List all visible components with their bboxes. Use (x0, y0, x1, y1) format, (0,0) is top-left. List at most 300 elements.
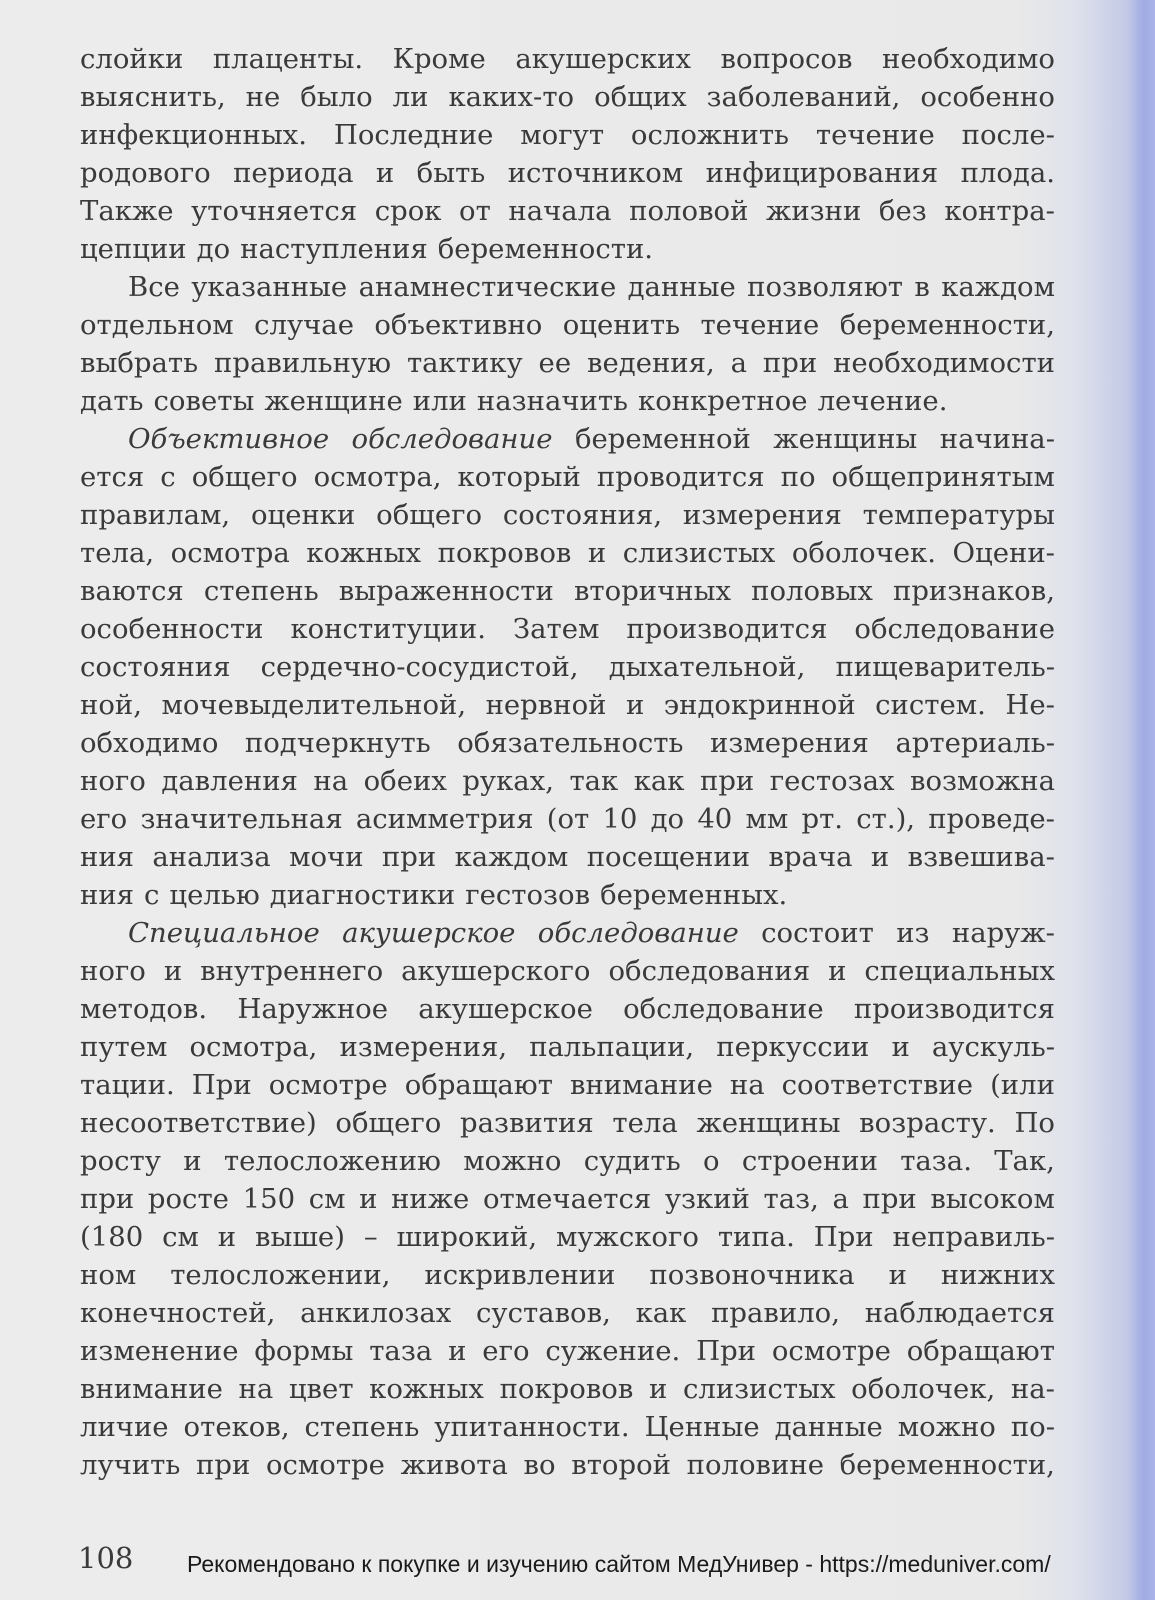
word: осмотра, (313, 461, 442, 493)
word: общего (376, 499, 483, 531)
word: беременности. (437, 233, 654, 265)
word: сужение. (545, 1335, 681, 1367)
word: и (625, 689, 645, 721)
word: Наружное (237, 993, 388, 1025)
word: обращают (906, 1335, 1055, 1367)
word: плода. (960, 157, 1055, 189)
word: конституции. (290, 613, 486, 645)
word: соответствие (781, 1069, 974, 1101)
word: степень (203, 575, 319, 607)
word: можно (897, 1411, 996, 1443)
word: как (635, 1297, 687, 1329)
italic-term: Объективное (128, 423, 330, 455)
text-line (80, 1104, 1055, 1142)
word: не (245, 81, 281, 113)
word: беременности, (839, 309, 1055, 341)
text-line (80, 762, 1055, 800)
paragraph (80, 40, 1055, 268)
word: по- (1010, 1411, 1055, 1443)
word: советы (153, 385, 255, 417)
word: позволяют (747, 271, 904, 303)
word: путем (80, 1031, 168, 1063)
word: взвешива- (907, 841, 1055, 873)
text-line (80, 192, 1055, 230)
text-line (80, 1142, 1055, 1180)
word: и (828, 955, 847, 987)
word: развития (460, 1107, 594, 1139)
paragraph (80, 268, 1055, 420)
page-spine-shadow (1127, 0, 1155, 1600)
word: мочи (289, 841, 364, 873)
word: измерения, (339, 1031, 508, 1063)
word: упитанности. (434, 1411, 630, 1443)
word: обследование (623, 993, 824, 1025)
word: вопросов (720, 43, 853, 75)
word: общепринятым (831, 461, 1055, 493)
word: срок (374, 195, 442, 227)
word: температуры (862, 499, 1055, 531)
word: дать (80, 385, 144, 417)
word: цвет (288, 1373, 354, 1405)
word: и (183, 1145, 202, 1177)
word: и (448, 1335, 467, 1367)
word: во (523, 1449, 556, 1481)
paragraph (80, 914, 1055, 1484)
text-line (80, 572, 1055, 610)
word: слизистых (682, 1373, 836, 1405)
word: данные (774, 1411, 883, 1443)
word: без (878, 195, 927, 227)
word: общего (191, 461, 298, 493)
word: плаценты. (212, 43, 364, 75)
word: или (412, 385, 467, 417)
word: сердечно-сосудистой, (260, 651, 579, 683)
word: выбрать (80, 347, 199, 379)
word: уточняется (191, 195, 358, 227)
word: При (813, 1221, 874, 1253)
word: на (313, 765, 349, 797)
word: мужского (555, 1221, 699, 1253)
word: общего (335, 1107, 442, 1139)
word: формы (254, 1335, 354, 1367)
word: и (649, 1373, 668, 1405)
word: ном (80, 1259, 137, 1291)
text-line (80, 344, 1055, 382)
word: обследование (854, 613, 1055, 645)
word: быть (416, 157, 486, 189)
word: ного (80, 955, 146, 987)
word: и (217, 1221, 237, 1253)
word: источником (507, 157, 684, 189)
word: тактику (406, 347, 523, 379)
word: по (780, 461, 816, 493)
word: анкилозах (300, 1297, 452, 1329)
text-line (80, 610, 1055, 648)
word: указанные (191, 271, 348, 303)
word: врача (768, 841, 853, 873)
word: систем. (875, 689, 986, 721)
text-line (80, 306, 1055, 344)
word: Все (128, 271, 180, 303)
word: производится (626, 613, 828, 645)
word: лучить (80, 1449, 181, 1481)
word: Оцени- (952, 537, 1055, 569)
word: правило, (711, 1297, 840, 1329)
word: на- (1010, 1373, 1055, 1405)
word: таза (369, 1335, 433, 1367)
text-line (80, 1256, 1055, 1294)
word: ведения, (587, 347, 715, 379)
word: могут (520, 119, 605, 151)
word: степень (304, 1411, 420, 1443)
word: гестозах (769, 765, 895, 797)
text-line (80, 838, 1055, 876)
word: Также (80, 195, 174, 227)
word: общих (594, 81, 687, 113)
word: ной, (80, 689, 142, 721)
text-line (80, 914, 1055, 952)
word: и (888, 1259, 907, 1291)
text-line (80, 382, 1055, 420)
word: инфекционных. (80, 119, 308, 151)
word: осмотра, (189, 1031, 318, 1063)
word: беременной (574, 423, 751, 455)
italic-term: акушерское (342, 917, 516, 949)
word: измерения (682, 499, 842, 531)
footer-watermark-note: Рекомендовано к покупке и изучению сайтом МедУнивер - https://meduniver.com/ (187, 1551, 1051, 1577)
word: Не- (1005, 689, 1055, 721)
word: проведе- (928, 803, 1055, 835)
word: Кроме (392, 43, 486, 75)
word: а (730, 347, 748, 379)
text-line (80, 154, 1055, 192)
word: тела, (80, 537, 155, 569)
text-line (80, 78, 1055, 116)
word: так (569, 765, 619, 797)
word: неправиль- (892, 1221, 1055, 1253)
word: По (1014, 1107, 1055, 1139)
word: диагностики (269, 879, 456, 911)
text-line (80, 1180, 1055, 1218)
word: как (633, 765, 685, 797)
word: Ценные (644, 1411, 760, 1443)
word: отеков, (183, 1411, 290, 1443)
word: позвоночника (649, 1259, 855, 1291)
word: беременных. (600, 879, 788, 911)
word: При (696, 1335, 757, 1367)
word: при (762, 347, 818, 379)
word: данные (627, 271, 736, 303)
word: объективно (374, 309, 543, 341)
word: осмотре (771, 1335, 891, 1367)
word: тации. (80, 1069, 175, 1101)
word: нервной (485, 689, 607, 721)
word: наступления (240, 233, 428, 265)
word: каждом (941, 271, 1055, 303)
word: вторичных (573, 575, 732, 607)
word: обходимо (80, 727, 219, 759)
word: живота (400, 1449, 508, 1481)
word: наблюдается (864, 1297, 1055, 1329)
word: измерения (710, 727, 869, 759)
word: необходимо (881, 43, 1055, 75)
word: целью (169, 879, 260, 911)
text-line (80, 1028, 1055, 1066)
word: значительная (140, 803, 343, 835)
text-line (80, 1294, 1055, 1332)
word: – (363, 1221, 378, 1253)
word: с (144, 879, 160, 911)
word: периода (233, 157, 354, 189)
word: руках, (462, 765, 554, 797)
word: слойки (80, 43, 184, 75)
word: ст.), (856, 803, 916, 835)
word: половине (686, 1449, 824, 1481)
word: ниже (391, 1183, 470, 1215)
word: половой (629, 195, 749, 227)
word: родового (80, 157, 211, 189)
word: лечение. (817, 385, 948, 417)
word: и (870, 841, 890, 873)
word: искривлении (424, 1259, 616, 1291)
word: выяснить, (80, 81, 226, 113)
word: (или (990, 1069, 1055, 1101)
word: кожных (369, 1373, 484, 1405)
word: суставов, (475, 1297, 611, 1329)
word: Затем (512, 613, 600, 645)
word: ваются (80, 575, 184, 607)
word: до (650, 803, 685, 835)
word: заболеваний, (706, 81, 901, 113)
word: аускуль- (931, 1031, 1055, 1063)
word: слизистых (622, 537, 776, 569)
italic-term: обследование (351, 423, 553, 455)
word: методов. (80, 993, 208, 1025)
word: телосложению (223, 1145, 441, 1177)
word: выраженности (338, 575, 554, 607)
word: на (238, 1373, 274, 1405)
word: судить (583, 1145, 681, 1177)
word: 150 (242, 1183, 296, 1215)
text-line (80, 990, 1055, 1028)
word: обеих (363, 765, 447, 797)
word: течение (815, 119, 935, 151)
word: беременности, (839, 1449, 1055, 1481)
word: анализа (152, 841, 271, 873)
word: состояния (80, 651, 231, 683)
text-line (80, 40, 1055, 78)
word: высоком (930, 1183, 1055, 1215)
word: Последние (333, 119, 494, 151)
word: пищеваритель- (835, 651, 1055, 683)
word: ется (80, 461, 145, 493)
word: течение (700, 309, 820, 341)
word: мм (745, 803, 789, 835)
word: обязательность (457, 727, 684, 759)
word: ния (80, 841, 135, 873)
word: дыхательной, (608, 651, 806, 683)
word: осложнить (630, 119, 790, 151)
italic-term: обследование (537, 917, 739, 949)
text-line (80, 648, 1055, 686)
word: тела (612, 1107, 678, 1139)
text-line (80, 1446, 1055, 1484)
word: изменение (80, 1335, 239, 1367)
text-line (80, 268, 1055, 306)
word: конечностей, (80, 1297, 276, 1329)
word: оценить (562, 309, 681, 341)
word: (180 (80, 1221, 144, 1253)
text-line (80, 458, 1055, 496)
word: при (381, 841, 437, 873)
word: от (459, 195, 491, 227)
word: проводится (596, 461, 765, 493)
word: таза. (900, 1145, 972, 1177)
italic-term: Специальное (128, 917, 320, 949)
text-line (80, 1370, 1055, 1408)
word: до (196, 233, 231, 265)
word: правильную (214, 347, 392, 379)
word: женщины (696, 1107, 841, 1139)
word: давления (161, 765, 298, 797)
text-line (80, 1408, 1055, 1446)
word: назначить (476, 385, 629, 417)
word: мочевыделительной, (161, 689, 467, 721)
word: жизни (766, 195, 862, 227)
word: перкуссии (716, 1031, 870, 1063)
word: акушерских (515, 43, 691, 75)
word: и (891, 1031, 910, 1063)
word: строении (741, 1145, 878, 1177)
word: При (191, 1069, 252, 1101)
word: ли (392, 81, 429, 113)
word: нижних (940, 1259, 1055, 1291)
word: акушерское (418, 993, 593, 1025)
word: выше) (254, 1221, 345, 1253)
word: состояния, (502, 499, 663, 531)
word: акушерского (401, 955, 591, 987)
word: отмечается (482, 1183, 652, 1215)
word: 40 (697, 803, 733, 835)
text-line (80, 116, 1055, 154)
word: узкий (664, 1183, 750, 1215)
word: см (308, 1183, 346, 1215)
word: женщины (773, 423, 918, 455)
word: признаков, (892, 575, 1055, 607)
word: внимание (80, 1373, 223, 1405)
word: при (862, 1183, 917, 1215)
word: который (457, 461, 581, 493)
text-line (80, 420, 1055, 458)
word: 10 (602, 803, 638, 835)
word: обследования (608, 955, 811, 987)
word: случае (254, 309, 354, 341)
word: после- (961, 119, 1055, 151)
word: правилам, (80, 499, 231, 531)
word: оболочек. (791, 537, 936, 569)
text-line (80, 534, 1055, 572)
word: внутреннего (200, 955, 384, 987)
word: осмотре (265, 1449, 385, 1481)
word: посещении (586, 841, 751, 873)
word: асимметрия (355, 803, 534, 835)
text-line (80, 1332, 1055, 1370)
word: его (80, 803, 128, 835)
word: покровов (499, 1373, 634, 1405)
word: каких-то (448, 81, 575, 113)
word: при (196, 1449, 251, 1481)
word: и (587, 537, 607, 569)
word: отдельном (80, 309, 234, 341)
word: оболочек, (851, 1373, 996, 1405)
word: ного (80, 765, 146, 797)
word: особенности (80, 613, 264, 645)
word: см (162, 1221, 199, 1253)
text-line (80, 1218, 1055, 1256)
word: таз, (763, 1183, 819, 1215)
word: а (832, 1183, 849, 1215)
word: наруж- (951, 917, 1055, 949)
word: при (699, 765, 755, 797)
word: контра- (944, 195, 1055, 227)
word: из (896, 917, 930, 949)
word: возрасту. (859, 1107, 996, 1139)
text-line (80, 800, 1055, 838)
word: половых (751, 575, 873, 607)
word: цепции (80, 233, 187, 265)
word: широкий, (396, 1221, 538, 1253)
word: на (729, 1069, 765, 1101)
word: личие (80, 1411, 169, 1443)
word: оценки (250, 499, 356, 531)
word: о (703, 1145, 720, 1177)
word: анамнестические (358, 271, 617, 303)
word: инфицирования (705, 157, 939, 189)
word: и (375, 157, 395, 189)
word: в (914, 271, 930, 303)
word: его (482, 1335, 530, 1367)
word: обращают (404, 1069, 553, 1101)
word: телосложении, (170, 1259, 391, 1291)
word: росте (147, 1183, 229, 1215)
text-line (80, 724, 1055, 762)
word: (от (546, 803, 590, 835)
word: с (160, 461, 176, 493)
word: начина- (939, 423, 1055, 455)
text-line (80, 1066, 1055, 1104)
word: росту (80, 1145, 161, 1177)
word: осмотре (268, 1069, 388, 1101)
word: можно (463, 1145, 562, 1177)
word: женщине (264, 385, 403, 417)
word: было (300, 81, 373, 113)
page-number: 108 (78, 1541, 134, 1575)
word: гестозов (465, 879, 591, 911)
word: необходимости (833, 347, 1055, 379)
word: специальных (864, 955, 1055, 987)
word: при (80, 1183, 135, 1215)
word: эндокринной (663, 689, 856, 721)
word: ния (80, 879, 135, 911)
text-line (80, 230, 1055, 268)
word: Так, (994, 1145, 1055, 1177)
word: и (359, 1183, 378, 1215)
word: кожных (306, 537, 422, 569)
word: конкретное (638, 385, 808, 417)
word: начала (508, 195, 612, 227)
word: ее (538, 347, 572, 379)
body-text (80, 40, 1055, 1484)
